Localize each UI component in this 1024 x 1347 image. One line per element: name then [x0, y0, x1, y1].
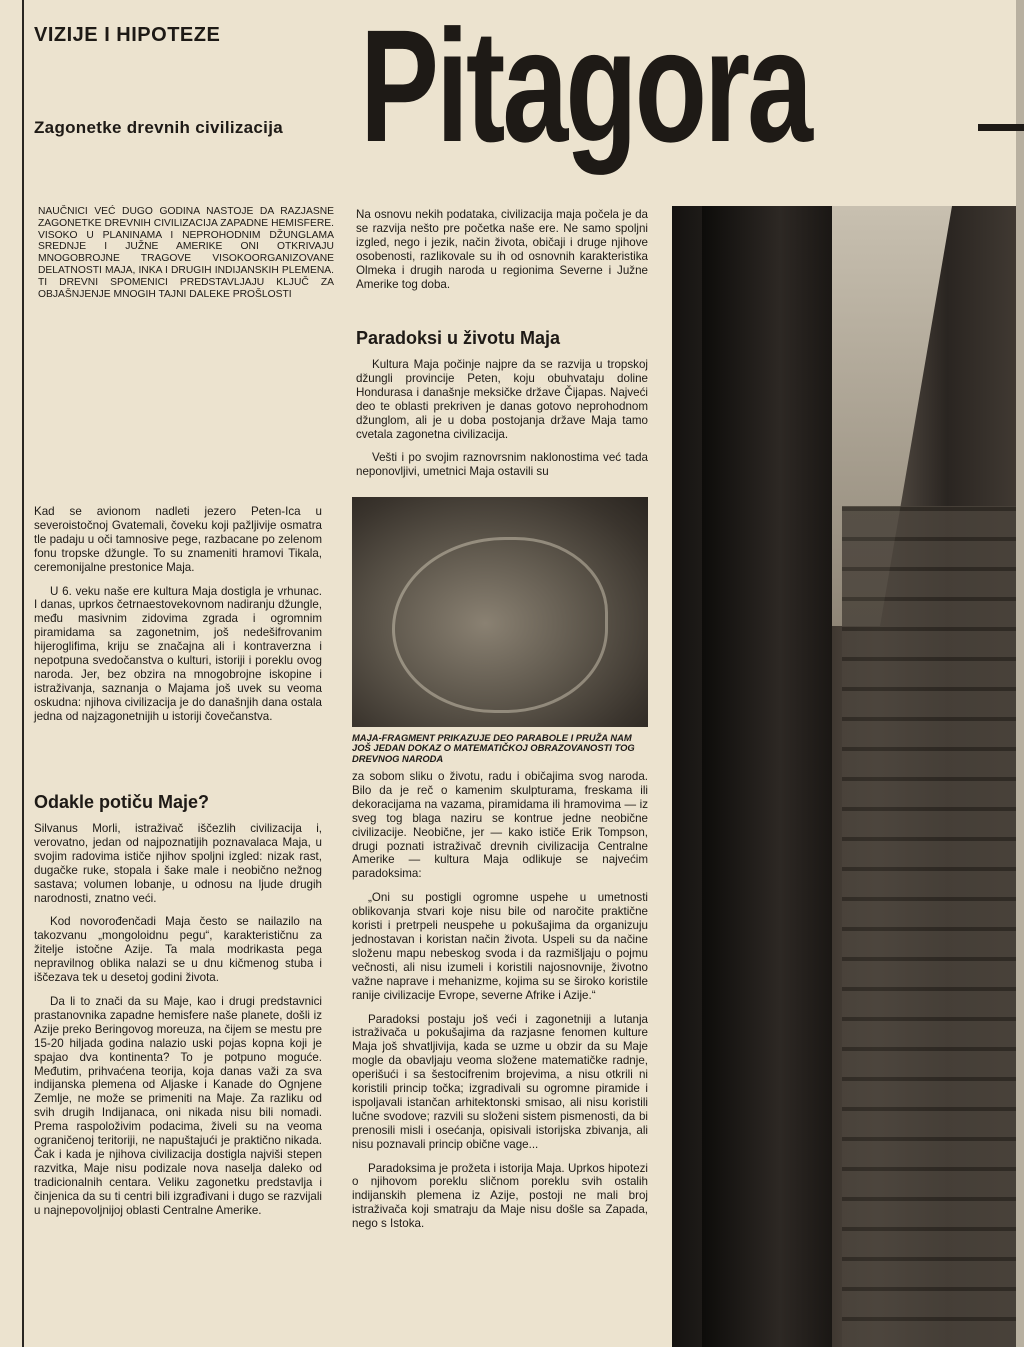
paragraph: U 6. veku naše ere kultura Maja dostigla je vrhunac. I danas, uprkos četrnaestovekovnom nadiranju džungle, među masivnim zidovima zgrada i ogromnim piramidama sa zagonetnim, još nedešifrovanim hijeroglifima, kriju se značajna ali i kontraverzna i nepotpuna svedočanstva o kulturi, istoriji i poreklu ovog naroda. Jer, bez obzira na mnogobrojne iskopine i istraživanja, saznanja o Majama još uvek su veoma oskudna: njihova civilizacija je do današnjih dana ostala jedna od najzagonetnijih u istoriji čovečanstva. — [34, 584, 322, 723]
photo-tree-trunk — [702, 206, 832, 1347]
paragraph: Kultura Maja počinje najpre da se razvija u tropskoj džungli provincije Peten, koju obuhvataju doline Hondurasa i današnje meksičke države Čijapas. Najveći deo te oblasti prekriven je danas gotovo neprohodnom džunglom, ali je u doba postojanja države Maja tamo cvetala zagonetna civilizacija. — [356, 358, 648, 441]
paragraph: Na osnovu nekih podataka, civilizacija maja počela je da se razvija nešto pre početka naše ere. Ne samo spoljni izgled, nego i jezik, način života, običaji i druge njihove osobenosti, razlikovale su ih od osnovnih karakteristika Olmeka i drugih naroda u regionima Severne i Južne Amerike tog doba. — [356, 208, 648, 291]
subheading-odakle: Odakle potiču Maje? — [34, 792, 210, 812]
jungle-temple-photo — [672, 206, 1016, 1347]
lead-paragraph: NAUČNICI VEĆ DUGO GODINA NASTOJE DA RAZJASNE ZAGONETKE DREVNIH CIVILIZACIJA ZAPADNE HEMISFERE. VISOKO U PLANINAMA I NEPROHODNIM DŽUNGLAMA SREDNJE I JUŽNE AMERIKE ONI OTKRIVAJU MNOGOBROJNE TRAGOVE VISOKOORGANIZOVANE DELATNOSTI MAJA, INKA I DRUGIH INDIJANSKIH PLEMENA. TI DREVNI SPOMENICI PREDSTAVLJAJU KLJUČ ZA OBJAŠNJENJE MNOGIH TAJNI DALEKE PROŠLOSTI — [38, 206, 334, 300]
paragraph: Paradoksi postaju još veći i zagonetniji a lutanja istraživača u pokušajima da razjasne fenomen kulture Maja još shvatljivija, kada se uzme u obzir da su Maje mogle da obavljaju veoma složene matematičke radnje, operišući i sa šestocifrenim brojevima, a nisu otkrili ni koristili princip točka; izgradivali su ogromne piramide i ispoljavali istančan arhitektonski smisao, ali nisu koristili lučne svodove; razvili su složeni sistem pismenosti, da bi prenosili misli i osećanja, opisivali istorijska zbivanja, ali nisu poznavali princip obične vage... — [352, 1012, 648, 1151]
headline: Pitagora — [360, 0, 811, 175]
photo-caption: MAJA-FRAGMENT PRIKAZUJE DEO PARABOLE I PRUŽA NAM JOŠ JEDAN DOKAZ O MATEMATIČKOJ OBRAZOVANOSTI TOG DREVNOG NARODA — [352, 732, 635, 764]
paragraph: Silvanus Morli, istraživač iščezlih civilizacija i, verovatno, jedan od najpoznatijih poznavalaca Maja, u svojim radovima ističe njihov spoljni izgled: nizak rast, dugačke ruke, stopala i šake male i neobično nežnog sastava; volumen lobanje, u odnosu na ljude drugih narodnosti, znatno veći. — [34, 822, 322, 905]
series-title: Zagonetke drevnih civilizacija — [34, 118, 283, 137]
paragraph: Vešti i po svojim raznovrsnim naklonostima već tada neponovljivi, umetnici Maja ostavili su — [356, 451, 648, 479]
column-1-top — [34, 505, 322, 734]
page-edge — [22, 0, 24, 1347]
headline-dash — [978, 124, 1024, 131]
column-2-top — [356, 208, 648, 301]
parabola-curve — [392, 537, 608, 713]
paragraph: Kad se avionom nadleti jezero Peten-Ica u severoistočnoj Gvatemali, čoveku koji pažljivije osmatra tle padaju u oči tamnosive pege, razbacane po zelenom fonu tropske džungle. To su znameniti hramovi Tikala, ceremonijalne prestonice Maja. — [34, 505, 322, 574]
paragraph: „Oni su postigli ogromne uspehe u umetnosti oblikovanja stvari koje nisu bile od naročite praktične koristi i pretrpeli neuspehe u pokušajima da organizuju jednostavan i koristan način života. Uspeli su da načine složenu mapu nebeskog svoda i da razmišljaju o pojmu večnosti, ali nisu izumeli i koristili najosnovnije, životno važne naprave i mehanizme, kojima su se široko koristile ranije civilizacije Evrope, severne Afrike i Azije.“ — [352, 891, 648, 1002]
paragraph: Da li to znači da su Maje, kao i drugi predstavnici prastanovnika zapadne hemisfere naše planete, došli iz Azije preko Beringovog moreuza, na čijem se mestu pre 15-20 hiljada godina nalazio uski pojas kopna koji je spajao dva kontinenta? To je potpuno moguće. Međutim, prihvaćena teorija, koja danas važi za sva indijanska plemena od Aljaske i Kanade do Ognjene Zemlje, ne može se primeniti na Maje. Za razliku od svih drugih Indijanaca, oni nikada nisu bili nomadi. Prema raspoloživim podacima, živeli su na veoma ograničenoj teritoriji, ne napuštajući je praktično nikada. Čak i kada je njihova civilizacija dostigla najviši stepen razvitka, Maje nisu podizale nova naselja daleko od tradicionalnih centara. Veliku zagonetku predstavlja i činjenica da su ti centri bili izgrađivani i dugo se razvijali u najnepovoljnijoj oblasti Centralne Amerike. — [34, 994, 322, 1217]
photo-stone-wall — [842, 506, 1016, 1347]
column-1-bottom — [34, 822, 322, 1227]
page-edge-right — [1016, 0, 1024, 1347]
column-2-bottom — [352, 770, 648, 1241]
paragraph: za sobom sliku o životu, radu i običajima svog naroda. Bilo da je reč o kamenim skulpturama, freskama ili dekoracijama na vazama, piramidama ili hramovima — iz sveg tog blaga naziru se kontrue jedne neobične civilizacije. Neobične, jer — kako ističe Erik Tompson, drugi poznati istraživač drevnih civilizacija Centralne Amerike — kultura Maja odlikuje se najvećim paradoksima: — [352, 770, 648, 881]
paragraph: Paradoksima je prožeta i istorija Maja. Uprkos hipotezi o njihovom poreklu sličnom poreklu svih ostalih indijanskih plemena iz Azije, postoji ne mali broj istraživača koji smatraju da Maje nisu došle sa Zapada, nego s Istoka. — [352, 1161, 648, 1231]
section-tag: VIZIJE I HIPOTEZE — [34, 24, 221, 46]
column-2-mid — [356, 358, 648, 489]
paragraph: Kod novorođenčadi Maja često se nailazilo na takozvanu „mongoloidnu pegu“, karakterističnu za žitelje istočne Azije. Ta mala modrikasta pega nepravilnog oblika nalazi se u dnu kičmenog stuba i iščezava tek u desetoj godini života. — [34, 915, 322, 985]
subheading-paradoksi: Paradoksi u životu Maja — [356, 328, 561, 348]
maya-fragment-photo — [352, 497, 648, 727]
